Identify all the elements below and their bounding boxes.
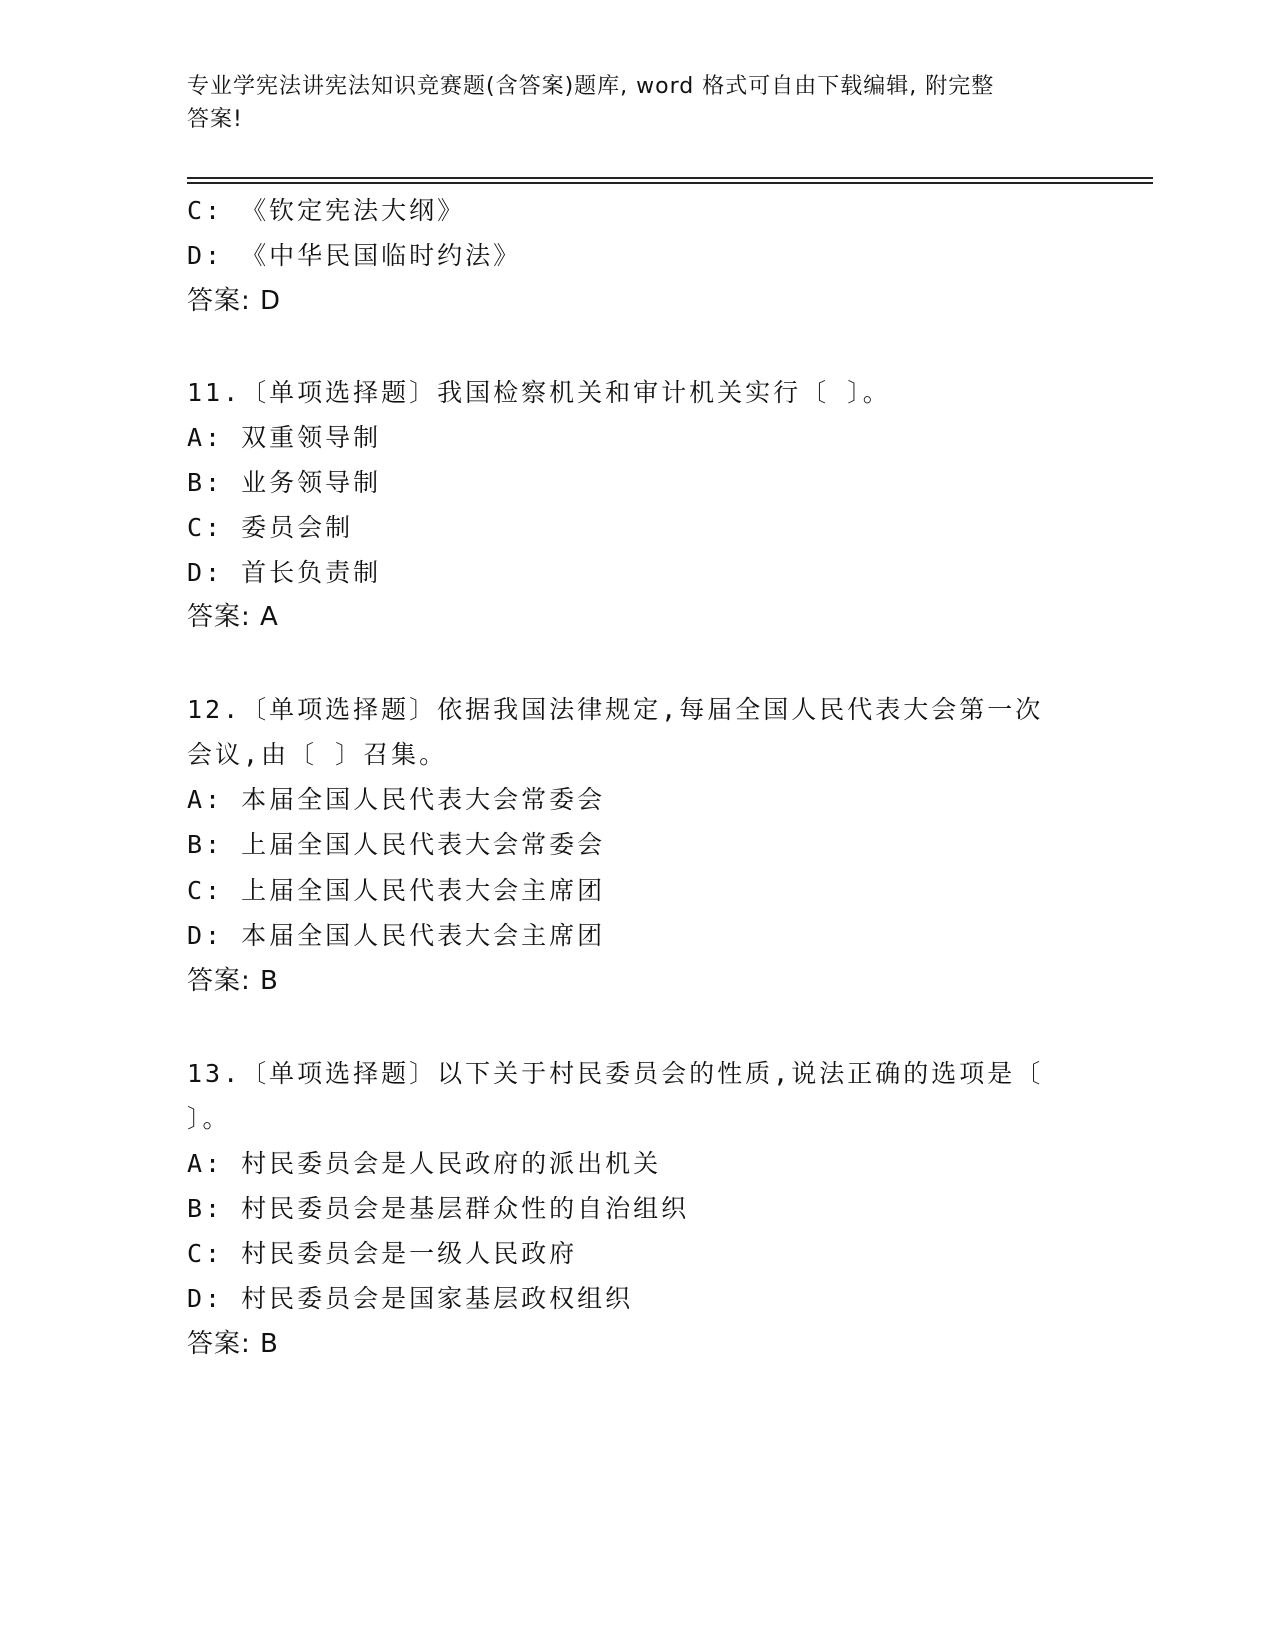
option-c: C: 上届全国人民代表大会主席团 xyxy=(187,876,606,905)
option-d: D: 本届全国人民代表大会主席团 xyxy=(187,921,606,950)
option-b: B: 村民委员会是基层群众性的自治组织 xyxy=(187,1194,690,1223)
question-stem-line-1: 13.〔单项选择题〕以下关于村民委员会的性质,说法正确的选项是〔 xyxy=(187,1059,1044,1088)
answer: 答案: B xyxy=(187,966,279,996)
option-a: A: 双重领导制 xyxy=(187,423,382,452)
header-divider-top xyxy=(187,177,1153,179)
option-c: C: 村民委员会是一级人民政府 xyxy=(187,1239,578,1268)
answer: 答案: B xyxy=(187,1329,279,1359)
answer: 答案: A xyxy=(187,602,279,632)
option-d: D: 村民委员会是国家基层政权组织 xyxy=(187,1284,634,1313)
question-stem-line-2: 〕。 xyxy=(187,1104,231,1133)
option-b: B: 业务领导制 xyxy=(187,468,382,497)
option-b: B: 上届全国人民代表大会常委会 xyxy=(187,830,606,859)
question-stem-line-1: 12.〔单项选择题〕依据我国法律规定,每届全国人民代表大会第一次 xyxy=(187,695,1044,724)
question-stem: 11.〔单项选择题〕我国检察机关和审计机关实行〔 〕。 xyxy=(187,378,891,407)
option-a: A: 村民委员会是人民政府的派出机关 xyxy=(187,1149,662,1178)
header-line-1: 专业学宪法讲宪法知识竞赛题(含答案)题库, word 格式可自由下载编辑, 附完整 xyxy=(187,74,995,99)
option-d: D: 首长负责制 xyxy=(187,558,382,587)
option-c: C: 委员会制 xyxy=(187,513,354,542)
document-header xyxy=(187,70,1067,136)
header-divider-bottom xyxy=(187,182,1153,184)
option-c: C: 《钦定宪法大纲》 xyxy=(187,196,466,225)
answer: 答案: D xyxy=(187,286,282,316)
header-line-2: 答案! xyxy=(187,107,243,132)
option-d: D: 《中华民国临时约法》 xyxy=(187,241,522,270)
question-stem-line-2: 会议,由〔 〕召集。 xyxy=(187,740,448,769)
option-a: A: 本届全国人民代表大会常委会 xyxy=(187,785,606,814)
